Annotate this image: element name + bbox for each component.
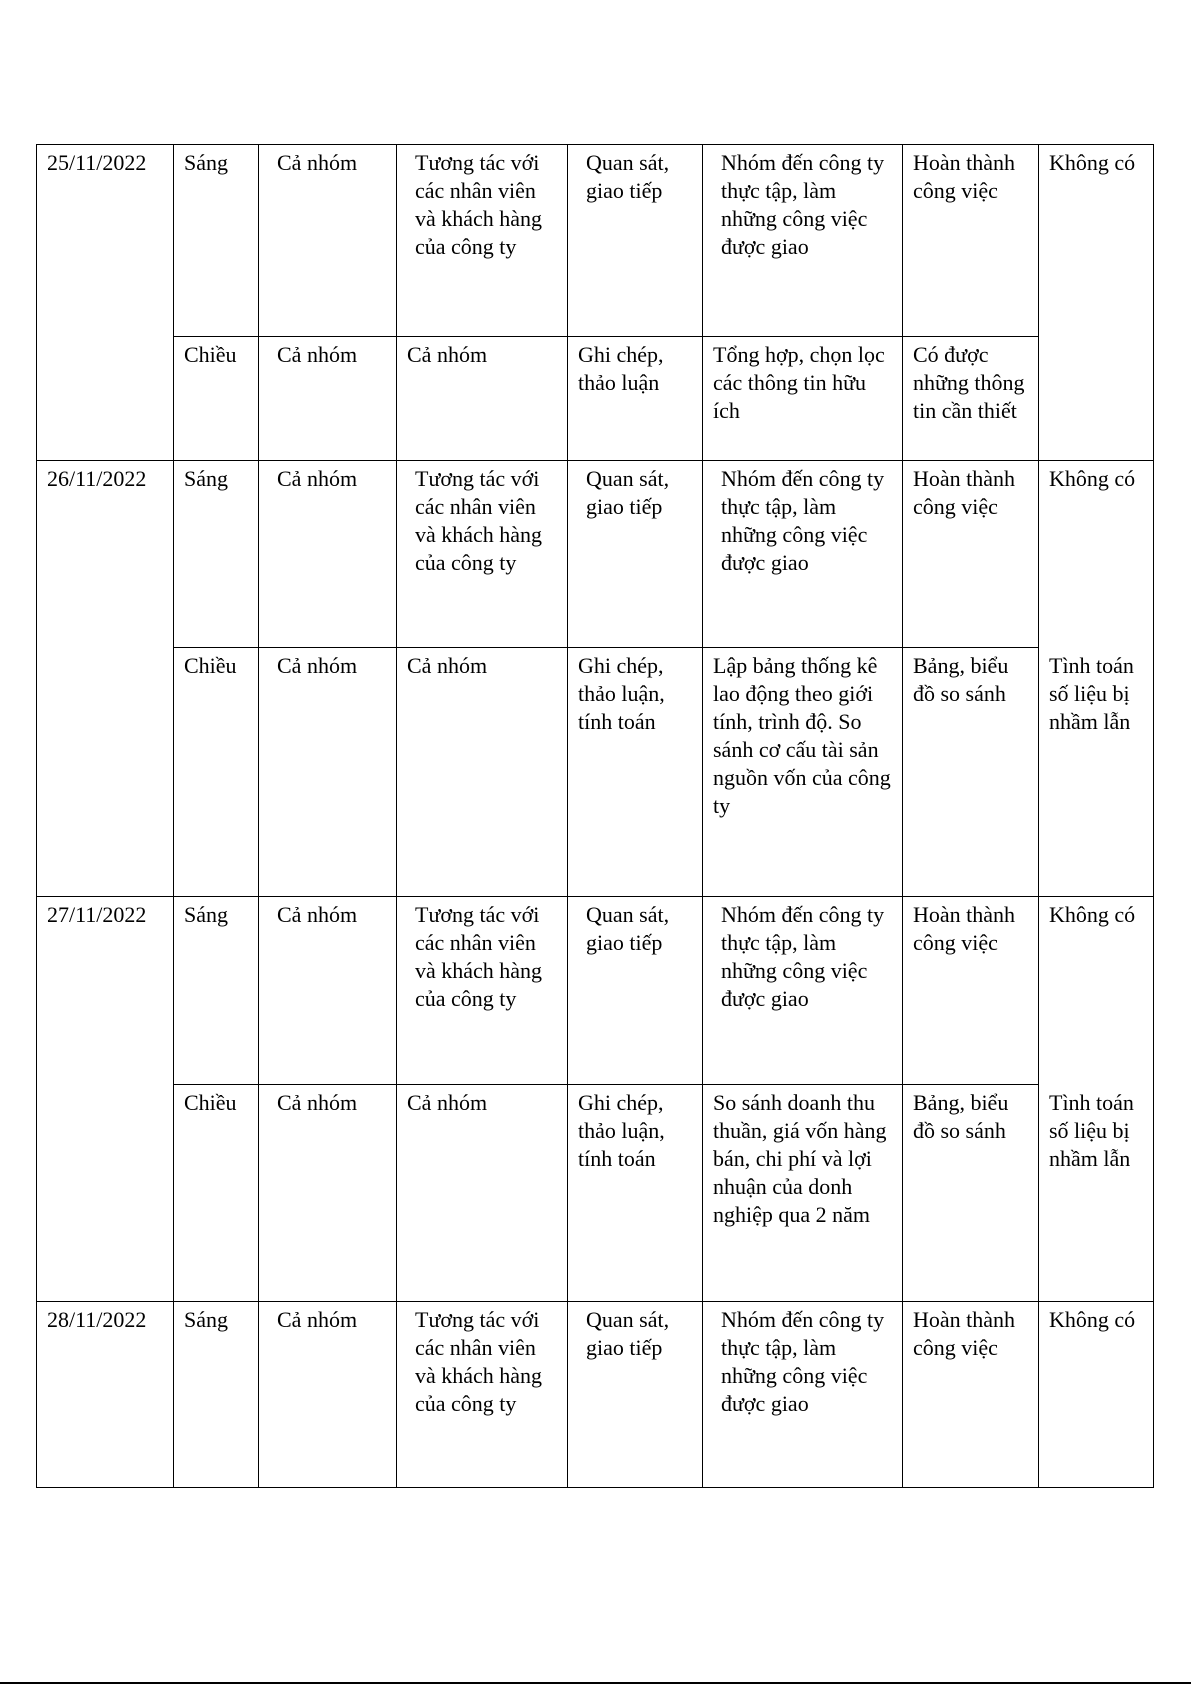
time-cell: Sáng: [174, 145, 259, 337]
table-row: [37, 337, 1154, 461]
participants-cell: Cả nhóm: [259, 1085, 397, 1302]
time-cell: Chiều: [174, 337, 259, 461]
date-cell: 25/11/2022: [37, 145, 174, 461]
page-bottom-rule: [0, 1682, 1191, 1684]
content-cell: Tương tác với các nhân viên và khách hàng của công ty: [397, 461, 568, 648]
method-cell: Quan sát, giao tiếp: [568, 897, 703, 1085]
result-cell: Hoàn thành công việc: [903, 461, 1039, 648]
result-cell: Hoàn thành công việc: [903, 1302, 1039, 1488]
time-cell: Sáng: [174, 897, 259, 1085]
result-cell: Có được những thông tin cần thiết: [903, 337, 1039, 461]
issue-cell: Không có: [1039, 145, 1154, 461]
issue-cell: Không có: [1039, 1302, 1154, 1488]
method-cell: Quan sát, giao tiếp: [568, 145, 703, 337]
participants-cell: Cả nhóm: [259, 145, 397, 337]
table-row: [37, 145, 1154, 337]
task-cell: So sánh doanh thu thuần, giá vốn hàng bán, chi phí và lợi nhuận của donh nghiệp qua 2 năm: [703, 1085, 903, 1302]
issue-cell: Không có: [1039, 461, 1154, 648]
method-cell: Quan sát, giao tiếp: [568, 461, 703, 648]
table-row: [37, 648, 1154, 897]
table-row: [37, 1302, 1154, 1488]
content-cell: Cả nhóm: [397, 1085, 568, 1302]
table-row: [37, 461, 1154, 648]
task-cell: Tổng hợp, chọn lọc các thông tin hữu ích: [703, 337, 903, 461]
participants-cell: Cả nhóm: [259, 337, 397, 461]
issue-cell: Không có: [1039, 897, 1154, 1085]
task-cell: Nhóm đến công ty thực tập, làm những công việc được giao: [703, 145, 903, 337]
task-cell: Lập bảng thống kê lao động theo giới tính, trình độ. So sánh cơ cấu tài sản nguồn vốn của công ty: [703, 648, 903, 897]
content-cell: Tương tác với các nhân viên và khách hàng của công ty: [397, 1302, 568, 1488]
participants-cell: Cả nhóm: [259, 1302, 397, 1488]
result-cell: Hoàn thành công việc: [903, 145, 1039, 337]
date-cell: 27/11/2022: [37, 897, 174, 1302]
date-cell: 28/11/2022: [37, 1302, 174, 1488]
participants-cell: Cả nhóm: [259, 461, 397, 648]
method-cell: Ghi chép, thảo luận, tính toán: [568, 1085, 703, 1302]
content-cell: Tương tác với các nhân viên và khách hàng của công ty: [397, 897, 568, 1085]
method-cell: Ghi chép, thảo luận, tính toán: [568, 648, 703, 897]
date-cell: 26/11/2022: [37, 461, 174, 897]
task-cell: Nhóm đến công ty thực tập, làm những công việc được giao: [703, 461, 903, 648]
participants-cell: Cả nhóm: [259, 897, 397, 1085]
time-cell: Sáng: [174, 1302, 259, 1488]
table-row: [37, 1085, 1154, 1302]
time-cell: Chiều: [174, 1085, 259, 1302]
time-cell: Sáng: [174, 461, 259, 648]
participants-cell: Cả nhóm: [259, 648, 397, 897]
result-cell: Bảng, biểu đồ so sánh: [903, 648, 1039, 897]
result-cell: Bảng, biểu đồ so sánh: [903, 1085, 1039, 1302]
result-cell: Hoàn thành công việc: [903, 897, 1039, 1085]
task-cell: Nhóm đến công ty thực tập, làm những công việc được giao: [703, 897, 903, 1085]
issue-cell: Tình toán số liệu bị nhầm lẫn: [1039, 1085, 1154, 1302]
method-cell: Ghi chép, thảo luận: [568, 337, 703, 461]
content-cell: Tương tác với các nhân viên và khách hàng của công ty: [397, 145, 568, 337]
issue-cell: Tình toán số liệu bị nhầm lẫn: [1039, 648, 1154, 897]
content-cell: Cả nhóm: [397, 337, 568, 461]
method-cell: Quan sát, giao tiếp: [568, 1302, 703, 1488]
time-cell: Chiều: [174, 648, 259, 897]
task-cell: Nhóm đến công ty thực tập, làm những công việc được giao: [703, 1302, 903, 1488]
table-row: [37, 897, 1154, 1085]
content-cell: Cả nhóm: [397, 648, 568, 897]
internship-schedule-table: [36, 144, 1154, 1488]
